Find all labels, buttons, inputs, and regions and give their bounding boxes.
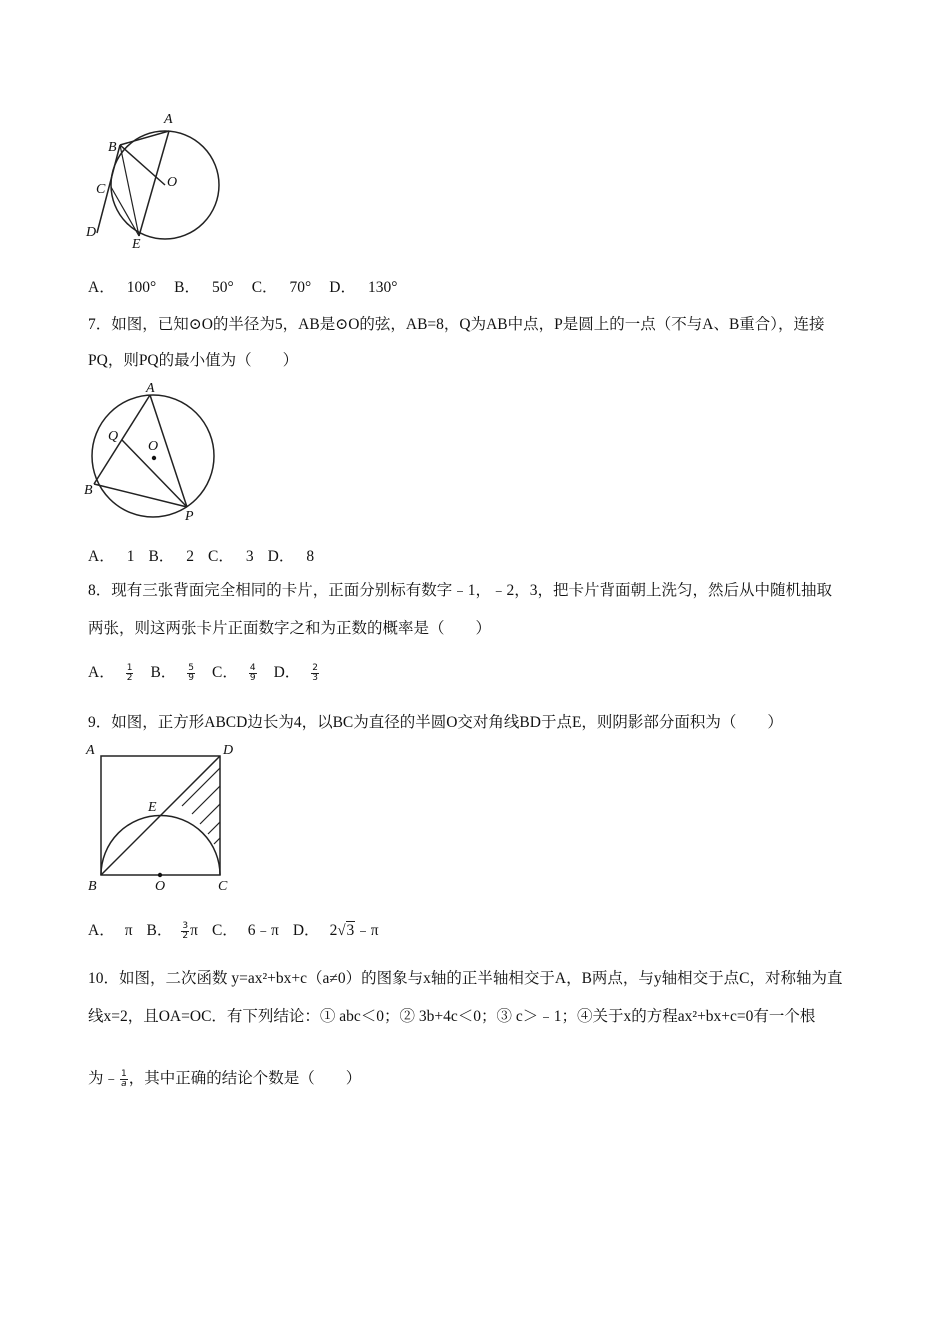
q6-label-e: E <box>132 237 141 252</box>
q9-option-a-label[interactable]: A． <box>88 922 115 939</box>
q9-text-line1: 9．如图，正方形ABCD边长为4，以BC为直径的半圆O交对角线BD于点E，则阴影部分面积为（ ） <box>88 714 783 731</box>
q6-label-o: O <box>167 175 178 190</box>
q6-label-a: A <box>164 112 173 127</box>
q6-option-d-value: 130° <box>367 279 398 296</box>
q9-label-c: C <box>218 879 228 894</box>
q6-label-b: B <box>108 140 117 155</box>
q8-option-d-label[interactable]: D． <box>273 664 301 681</box>
q8-option-a-fraction <box>126 664 134 683</box>
q9-option-d-label[interactable]: D． <box>292 922 320 939</box>
q6-option-a-label[interactable]: A． <box>88 279 115 296</box>
q8-options <box>88 662 320 684</box>
q9-figure <box>82 738 242 896</box>
q10-text-line3 <box>88 1068 361 1090</box>
q10-fraction <box>120 1070 128 1089</box>
q7-text-line1: 7．如图，已知⊙O的半径为5，AB是⊙O的弦，AB=8，Q为AB中点，P是圆上的一点（不与A、B重合），连接 <box>88 316 825 333</box>
q8-option-d-denominator: 3 <box>312 672 319 683</box>
q7-text-line2: PQ，则PQ的最小值为（ ） <box>88 352 299 369</box>
q9-label-o: O <box>155 879 166 894</box>
q9-center-dot <box>158 873 162 877</box>
q10-fraction-denominator: a <box>121 1078 127 1089</box>
q10-text-line1: 10．如图，二次函数 y=ax²+bx+c（a≠0）的图象与x轴的正半轴相交于A，B两点，与y轴相交于点C，对称轴为直 <box>88 970 843 987</box>
q9-option-b-numerator: 3 <box>182 920 189 931</box>
q6-chord-ba <box>120 131 169 145</box>
q8-option-a-label[interactable]: A． <box>88 664 115 681</box>
q6-option-c-value: 70° <box>289 279 312 296</box>
q7-options <box>88 546 314 568</box>
q6-option-b-label[interactable]: B． <box>174 279 200 296</box>
q6-chord-ce <box>111 187 139 236</box>
q9-option-c-value: 6﹣π <box>247 922 279 939</box>
q9-label-e: E <box>148 800 157 815</box>
q8-option-c-numerator: 4 <box>249 662 256 673</box>
q8-option-b-fraction <box>187 664 195 683</box>
q6-option-a-value: 100° <box>126 279 157 296</box>
q9-shaded-region <box>182 768 220 844</box>
q8-option-b-numerator: 5 <box>188 662 195 673</box>
q8-option-d-fraction <box>311 664 319 683</box>
q8-option-b-denominator: 9 <box>188 672 195 683</box>
q8-text-line1: 8．现有三张背面完全相同的卡片，正面分别标有数字﹣1，﹣2，3，把卡片背面朝上洗匀，然后从中随机抽取 <box>88 582 833 599</box>
q9-options <box>88 920 379 942</box>
q7-option-b-value: 2 <box>186 548 195 565</box>
q7-chord-ab <box>94 395 150 484</box>
q9-semicircle <box>101 816 220 876</box>
q7-option-b-label[interactable]: B． <box>148 548 175 565</box>
q8-option-a-denominator: 2 <box>126 672 133 683</box>
q6-figure <box>80 105 230 255</box>
q6-option-c-label[interactable]: C． <box>251 279 278 296</box>
q9-option-a-value: π <box>124 922 133 939</box>
q7-label-b: B <box>84 483 93 498</box>
q10-line3-suffix: ，其中正确的结论个数是（ ） <box>128 1070 362 1087</box>
q10-text-line2: 线x=2，且OA=OC．有下列结论：① abc＜0；② 3b+4c＜0；③ c＞﹣1；④关于x的方程ax²+bx+c=0有一个根 <box>88 1008 816 1025</box>
q7-option-c-value: 3 <box>245 548 254 565</box>
q9-label-d: D <box>223 743 234 758</box>
q7-option-a-label[interactable]: A． <box>88 548 115 565</box>
q7-label-p: P <box>185 509 194 524</box>
q8-option-b-label[interactable]: B． <box>150 664 177 681</box>
q9-label-b: B <box>88 879 97 894</box>
q6-option-b-value: 50° <box>212 279 234 296</box>
q7-option-d-value: 8 <box>306 548 315 565</box>
q7-label-a: A <box>146 381 155 396</box>
q8-option-c-denominator: 9 <box>249 672 256 683</box>
q9-label-a: A <box>86 743 95 758</box>
q9-option-d-coef: 2 <box>329 922 338 939</box>
q7-figure <box>80 380 220 525</box>
q7-center-dot <box>152 456 156 460</box>
q9-option-b-suffix: π <box>190 922 198 939</box>
q9-option-b-label[interactable]: B． <box>146 922 173 939</box>
q9-option-d-radical: √ <box>337 923 346 939</box>
q8-option-a-numerator: 1 <box>126 662 133 673</box>
q7-label-o: O <box>148 439 159 454</box>
q8-option-c-fraction <box>249 664 257 683</box>
q9-option-b-denominator: 2 <box>182 930 189 941</box>
q6-label-d: D <box>86 225 97 240</box>
q6-options <box>88 277 397 299</box>
q7-option-a-value: 1 <box>126 548 135 565</box>
q6-chord-ae <box>139 131 169 236</box>
q10-line3-prefix: 为﹣ <box>88 1070 120 1087</box>
q8-option-c-label[interactable]: C． <box>212 664 238 681</box>
q8-option-d-numerator: 2 <box>312 662 319 673</box>
q6-option-d-label[interactable]: D． <box>329 279 356 296</box>
q8-text-line2: 两张，则这两张卡片正面数字之和为正数的概率是（ ） <box>88 620 492 637</box>
q9-option-c-label[interactable]: C． <box>211 922 238 939</box>
q7-chord-bp <box>94 484 187 507</box>
q7-option-d-label[interactable]: D． <box>267 548 295 565</box>
q9-option-d-suffix: ﹣π <box>355 922 379 939</box>
q7-label-q: Q <box>108 429 119 444</box>
q10-fraction-numerator: 1 <box>121 1068 127 1079</box>
q7-option-c-label[interactable]: C． <box>208 548 234 565</box>
q9-option-d-radicand: 3 <box>346 922 355 939</box>
q9-option-b-fraction <box>181 922 189 941</box>
q6-label-c: C <box>96 182 106 197</box>
q9-diagonal-bd <box>101 756 220 875</box>
